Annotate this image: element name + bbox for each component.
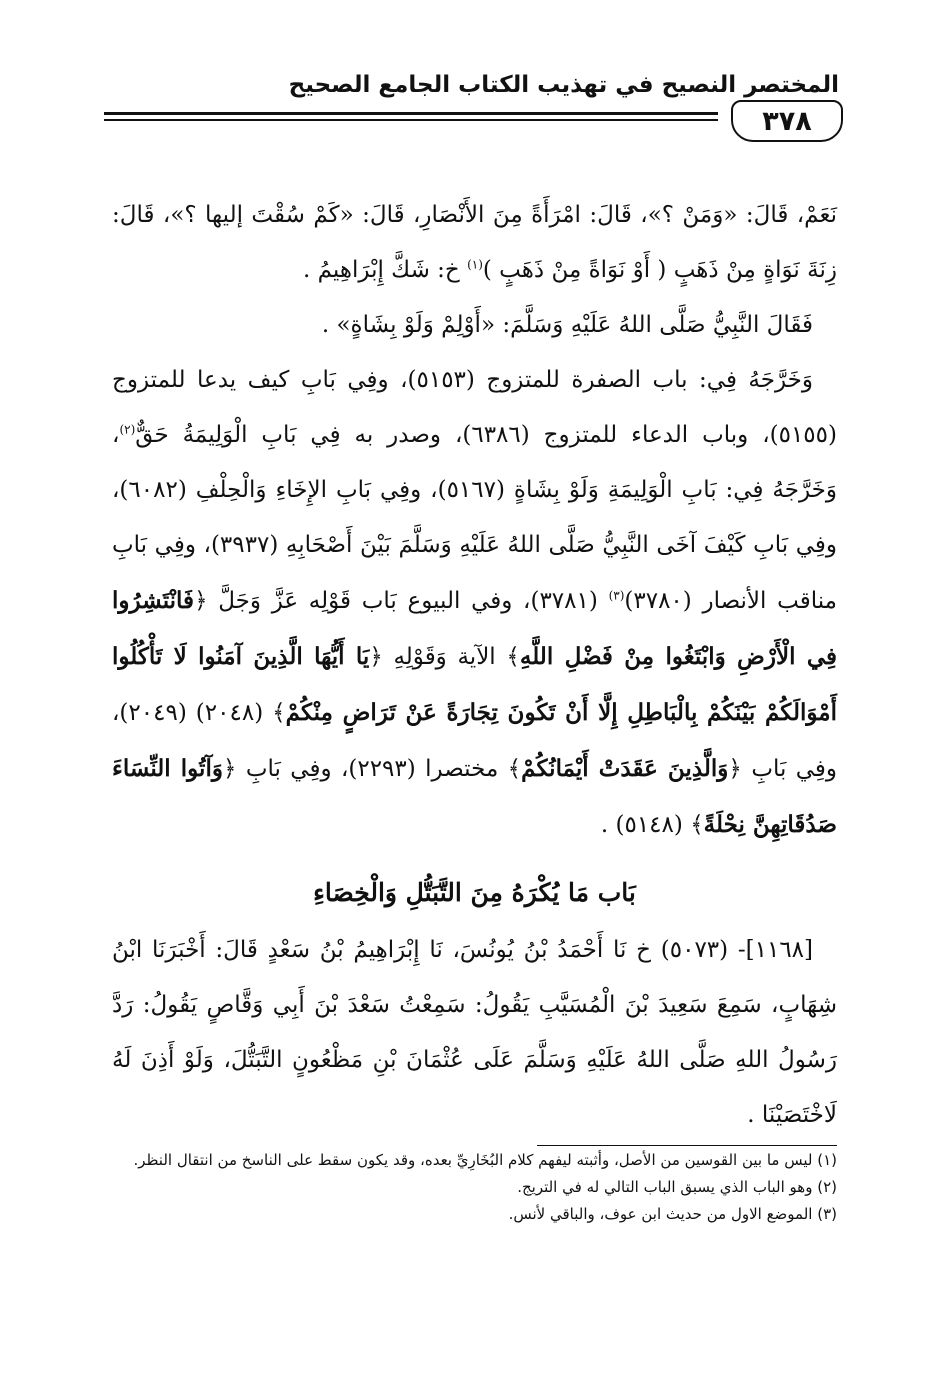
text-run: (٣٧٨١)، وفي البيوع بَاب قَوْلِه عَزَّ وَجَلَّ — [218, 588, 598, 614]
text-run: وَخَرَّجَهُ فِي: بَابِ الْوَلِيمَةِ وَلَوْ بِشَاةٍ (٥١٦٧)، وفِي بَابِ الإِخَاءِ وَالْحِلْفِ (٦٠٨٢)، وفِي بَابِ كَيْفَ آخَى النَّبِيُّ صَلَّى اللهُ عَلَيْهِ وَسَلَّمَ بَيْنَ أَصْحَابِهِ (٣٩٣٧)، وفِي بَابِ مناقب الأنصار (٣٧٨٠) — [112, 477, 838, 614]
quran-verse: يَا أَيُّهَا الَّذِينَ آمَنُوا لَا تَأْكُلُوا أَمْوَالَكُمْ بَيْنَكُمْ بِالْبَاطِلِ إِلَّا أَنْ تَكُونَ تِجَارَةً عَنْ تَرَاضٍ مِنْكُمْ — [112, 643, 837, 726]
quran-verse: فَانْتَشِرُوا فِي الْأَرْضِ وَابْتَغُوا مِنْ فَضْلِ اللَّهِ — [112, 587, 838, 670]
text-run: فَقَالَ النَّبِيُّ صَلَّى اللهُ عَلَيْهِ وَسَلَّمَ: «أَوْلِمْ وَلَوْ بِشَاةٍ» . — [321, 312, 813, 338]
quran-bracket: ﴾ — [507, 756, 522, 782]
quran-bracket: ﴿ — [728, 756, 742, 782]
quran-verse: وَالَّذِينَ عَقَدَتْ أَيْمَانُكُمْ — [521, 755, 729, 782]
hadith-paragraph — [112, 923, 837, 1143]
footnote: (١) ليس ما بين القوسين من الأصل، وأثبته ليفهم كلام البُخَارِيِّ بعده، وقد يكون سقط على الناسخ من انتقال النظر. — [133, 1151, 837, 1169]
footnotes — [112, 1147, 837, 1228]
running-header-title: المختصر النصيح في تهذيب الكتاب الجامع الصحيح — [288, 72, 839, 98]
quran-bracket: ﴾ — [272, 700, 286, 726]
quran-bracket: ﴾ — [690, 812, 704, 838]
quran-verse: وَآتُوا النِّسَاءَ صَدُقَاتِهِنَّ نِحْلَةً — [112, 755, 837, 838]
text-run: خ: شَكَّ إِبْرَاهِيمُ . — [303, 257, 460, 283]
footnote-ref: (٢) — [119, 422, 136, 437]
footnote: (٢) وهو الباب الذي يسبق الباب التالي له في التريج. — [517, 1178, 837, 1196]
footnote-ref: (٣) — [608, 588, 625, 603]
text-run: وَخَرَّجَهُ فِي: باب الصفرة للمتزوج (٥١٥٣)، وفِي بَابِ كيف يدعا للمتزوج (٥١٥٥)، وباب الدعاء للمتزوج (٦٣٨٦)، وصدر به فِي بَابِ الْوَلِيمَةُ حَقٌّ — [112, 367, 837, 448]
text-run: (٢٠٤٨) (٢٠٤٩)، وفِي بَابِ — [112, 700, 838, 782]
text-run: الآية وَقَوْلِهِ — [393, 644, 496, 670]
quran-bracket: ﴿ — [222, 756, 237, 782]
footnote: (٣) الموضع الاول من حديث ابن عوف، والباقي لأنس. — [508, 1205, 837, 1223]
page-number: ٣٧٨ — [731, 100, 843, 142]
header-rule — [104, 112, 718, 115]
main-text — [112, 188, 837, 1143]
text-run: مختصرا (٢٢٩٣)، وفِي بَابِ — [245, 756, 499, 782]
text-run: (٥١٤٨) . — [600, 812, 683, 838]
paragraph: وَخَرَّجَهُ فِي: باب الصفرة للمتزوج (٥١٥٣)، وفِي بَابِ كيف يدعا للمتزوج (٥١٥٥)، وباب الدعاء للمتزوج (٦٣٨٦)، وصدر به فِي بَابِ الْوَلِيمَةُ حَقٌّ$^{(٢)}$، وَخَرَّجَهُ فِي: بَابِ الْوَلِيمَةِ وَلَوْ بِشَاةٍ (٥١٦٧)، وفِي بَابِ الإِخَاءِ وَالْحِلْفِ (٦٠٨٢)، وفِي بَابِ كَيْفَ آخَى النَّبِيُّ صَلَّى اللهُ عَلَيْهِ وَسَلَّمَ بَيْنَ أَصْحَابِهِ (٣٩٣٧)، وفِي بَابِ مناقب الأنصار (٣٧٨٠)$^{(٣)}$ (٣٧٨١)، وفي البيوع بَاب قَوْلِه عَزَّ وَجَلَّ ﴿فَانْتَشِرُوا فِي الْأَرْضِ وَابْتَغُوا مِنْ فَضْلِ اللَّهِ﴾ الآية وَقَوْلِهِ ﴿يَا أَيُّهَا الَّذِينَ آمَنُوا لَا تَأْكُلُوا أَمْوَالَكُمْ بَيْنَكُمْ بِالْبَاطِلِ إِلَّا أَنْ تَكُونَ تِجَارَةً عَنْ تَرَاضٍ مِنْكُمْ﴾ (٢٠٤٨) (٢٠٤٩)، وفِي بَابِ ﴿وَالَّذِينَ عَقَدَتْ أَيْمَانُكُمْ﴾ مختصرا (٢٢٩٣)، وفِي بَابِ ﴿وَآتُوا النِّسَاءَ صَدُقَاتِهِنَّ نِحْلَةً﴾ (٥١٤٨) . — [112, 367, 838, 838]
paragraph — [112, 298, 837, 353]
header-rule-thin — [104, 119, 718, 121]
hadith-text: خ نَا أَحْمَدُ بْنُ يُونُسَ، نَا إِبْرَاهِيمُ بْنُ سَعْدٍ قَالَ: أَخْبَرَنَا ابْنُ شِهَابٍ، سَمِعَ سَعِيدَ بْنَ الْمُسَيَّبِ يَقُولُ: سَمِعْتُ سَعْدَ بْنَ أَبِي وَقَّاصٍ يَقُولُ: رَدَّ رَسُولُ اللهِ صَلَّى اللهُ عَلَيْهِ وَسَلَّمَ عَلَى عُثْمَانَ بْنِ مَظْعُونٍ التَّبَتُّلَ، وَلَوْ أَذِنَ لَهُ لَاخْتَصَيْنَا . — [112, 937, 837, 1128]
section-heading: بَاب مَا يُكْرَهُ مِنَ التَّبَتُّلِ وَالْخِصَاءِ — [313, 878, 636, 907]
quran-bracket: ﴿ — [369, 644, 383, 670]
hadith-number: [١١٦٨]- (٥٠٧٣) — [660, 937, 814, 963]
paragraph — [112, 188, 837, 298]
quran-bracket: ﴾ — [506, 644, 520, 670]
quran-bracket: ﴿ — [194, 588, 208, 614]
text-run: نَعَمْ، قَالَ: «وَمَنْ ؟»، قَالَ: امْرَأَةً مِنَ الأَنْصَارِ، قَالَ: «كَمْ سُقْتَ إليها ؟»، قَالَ: زِنَةَ نَوَاةٍ مِنْ ذَهَبٍ ( أَوْ نَوَاةً مِنْ ذَهَبٍ ) — [112, 202, 837, 283]
footnote-ref: (١) — [467, 257, 483, 272]
footnote-separator — [537, 1145, 837, 1146]
